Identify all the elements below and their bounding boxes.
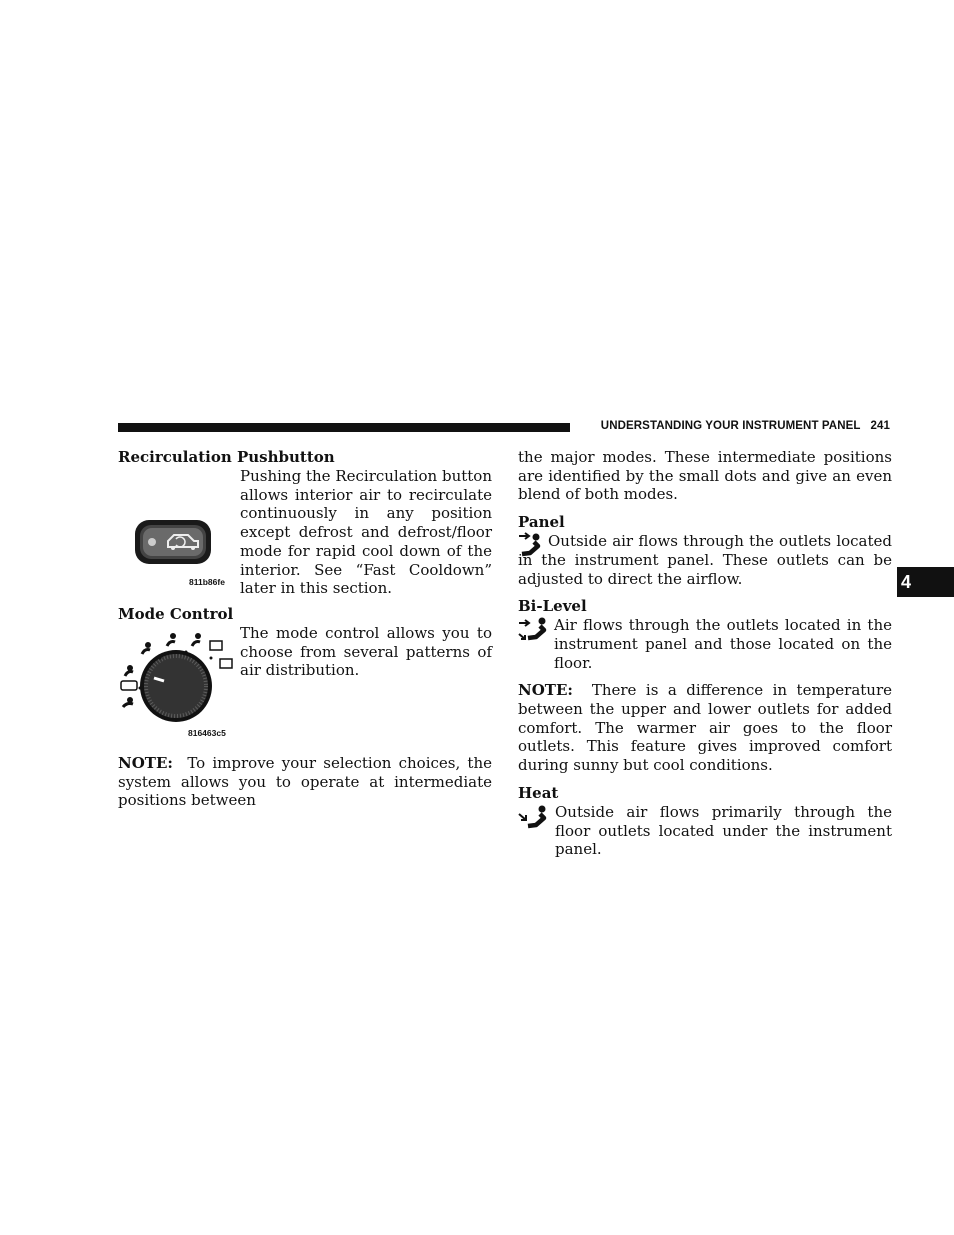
chapter-tab: 4 <box>897 567 954 597</box>
panel-text: Outside air flows through the outlets located in the instrument panel. These outlets can be adjusted to direct the airflow. <box>518 532 892 588</box>
left-note <box>118 754 492 810</box>
right-column <box>518 448 892 859</box>
page-number: 241 <box>870 420 890 432</box>
note-text: There is a difference in temperature between the upper and lower outlets for added comfort. The warmer air goes to the floor outlets. This feature gives improved comfort during sunny but cool conditions. <box>518 681 892 775</box>
bilevel-heading: Bi-Level <box>518 597 587 616</box>
bilevel-section <box>518 616 892 672</box>
recirculation-button-figure <box>118 467 236 589</box>
mode-control-heading: Mode Control <box>118 605 234 623</box>
intermediate-continuation: the major modes. These intermediate positions are identified by the small dots and give an even blend of both modes. <box>518 448 892 504</box>
mode-control-text: The mode control allows you to choose from several patterns of air distribution. <box>240 624 492 680</box>
mode-control-knob-figure <box>118 624 236 739</box>
recirculation-figure-caption: 811b86fe <box>189 577 225 587</box>
panel-heading: Panel <box>518 513 565 532</box>
note-label: NOTE: <box>518 681 573 700</box>
recirculation-section <box>118 467 492 598</box>
mode-control-figure-caption: 816463c5 <box>188 728 226 738</box>
note-label: NOTE: <box>118 754 173 772</box>
recirculation-heading: Recirculation Pushbutton <box>118 448 335 466</box>
heat-heading: Heat <box>518 783 559 802</box>
heat-text: Outside air flows primarily through the floor outlets located under the instrument panel. <box>555 802 892 859</box>
header-rule <box>118 423 570 432</box>
panel-section <box>518 532 892 588</box>
mode-control-section <box>118 624 492 739</box>
bilevel-mode-icon <box>518 616 550 646</box>
running-header <box>580 420 890 432</box>
heat-mode-icon <box>518 803 550 833</box>
heat-section <box>518 803 892 859</box>
left-column <box>118 448 492 810</box>
recirculation-text: Pushing the Recirculation button allows interior air to recirculate continuously in any position except defrost and defrost/floor mode for rapid cool down of the interior. See “Fast Cooldown” later in this section. <box>240 467 492 598</box>
panel-mode-icon <box>518 532 544 560</box>
right-note <box>518 681 892 775</box>
bilevel-text: Air flows through the outlets located in the instrument panel and those located on the floor. <box>554 616 892 672</box>
note-text: To improve your selection choices, the system allows you to operate at intermediate positions between <box>118 754 492 810</box>
header-title: UNDERSTANDING YOUR INSTRUMENT PANEL <box>600 420 861 432</box>
